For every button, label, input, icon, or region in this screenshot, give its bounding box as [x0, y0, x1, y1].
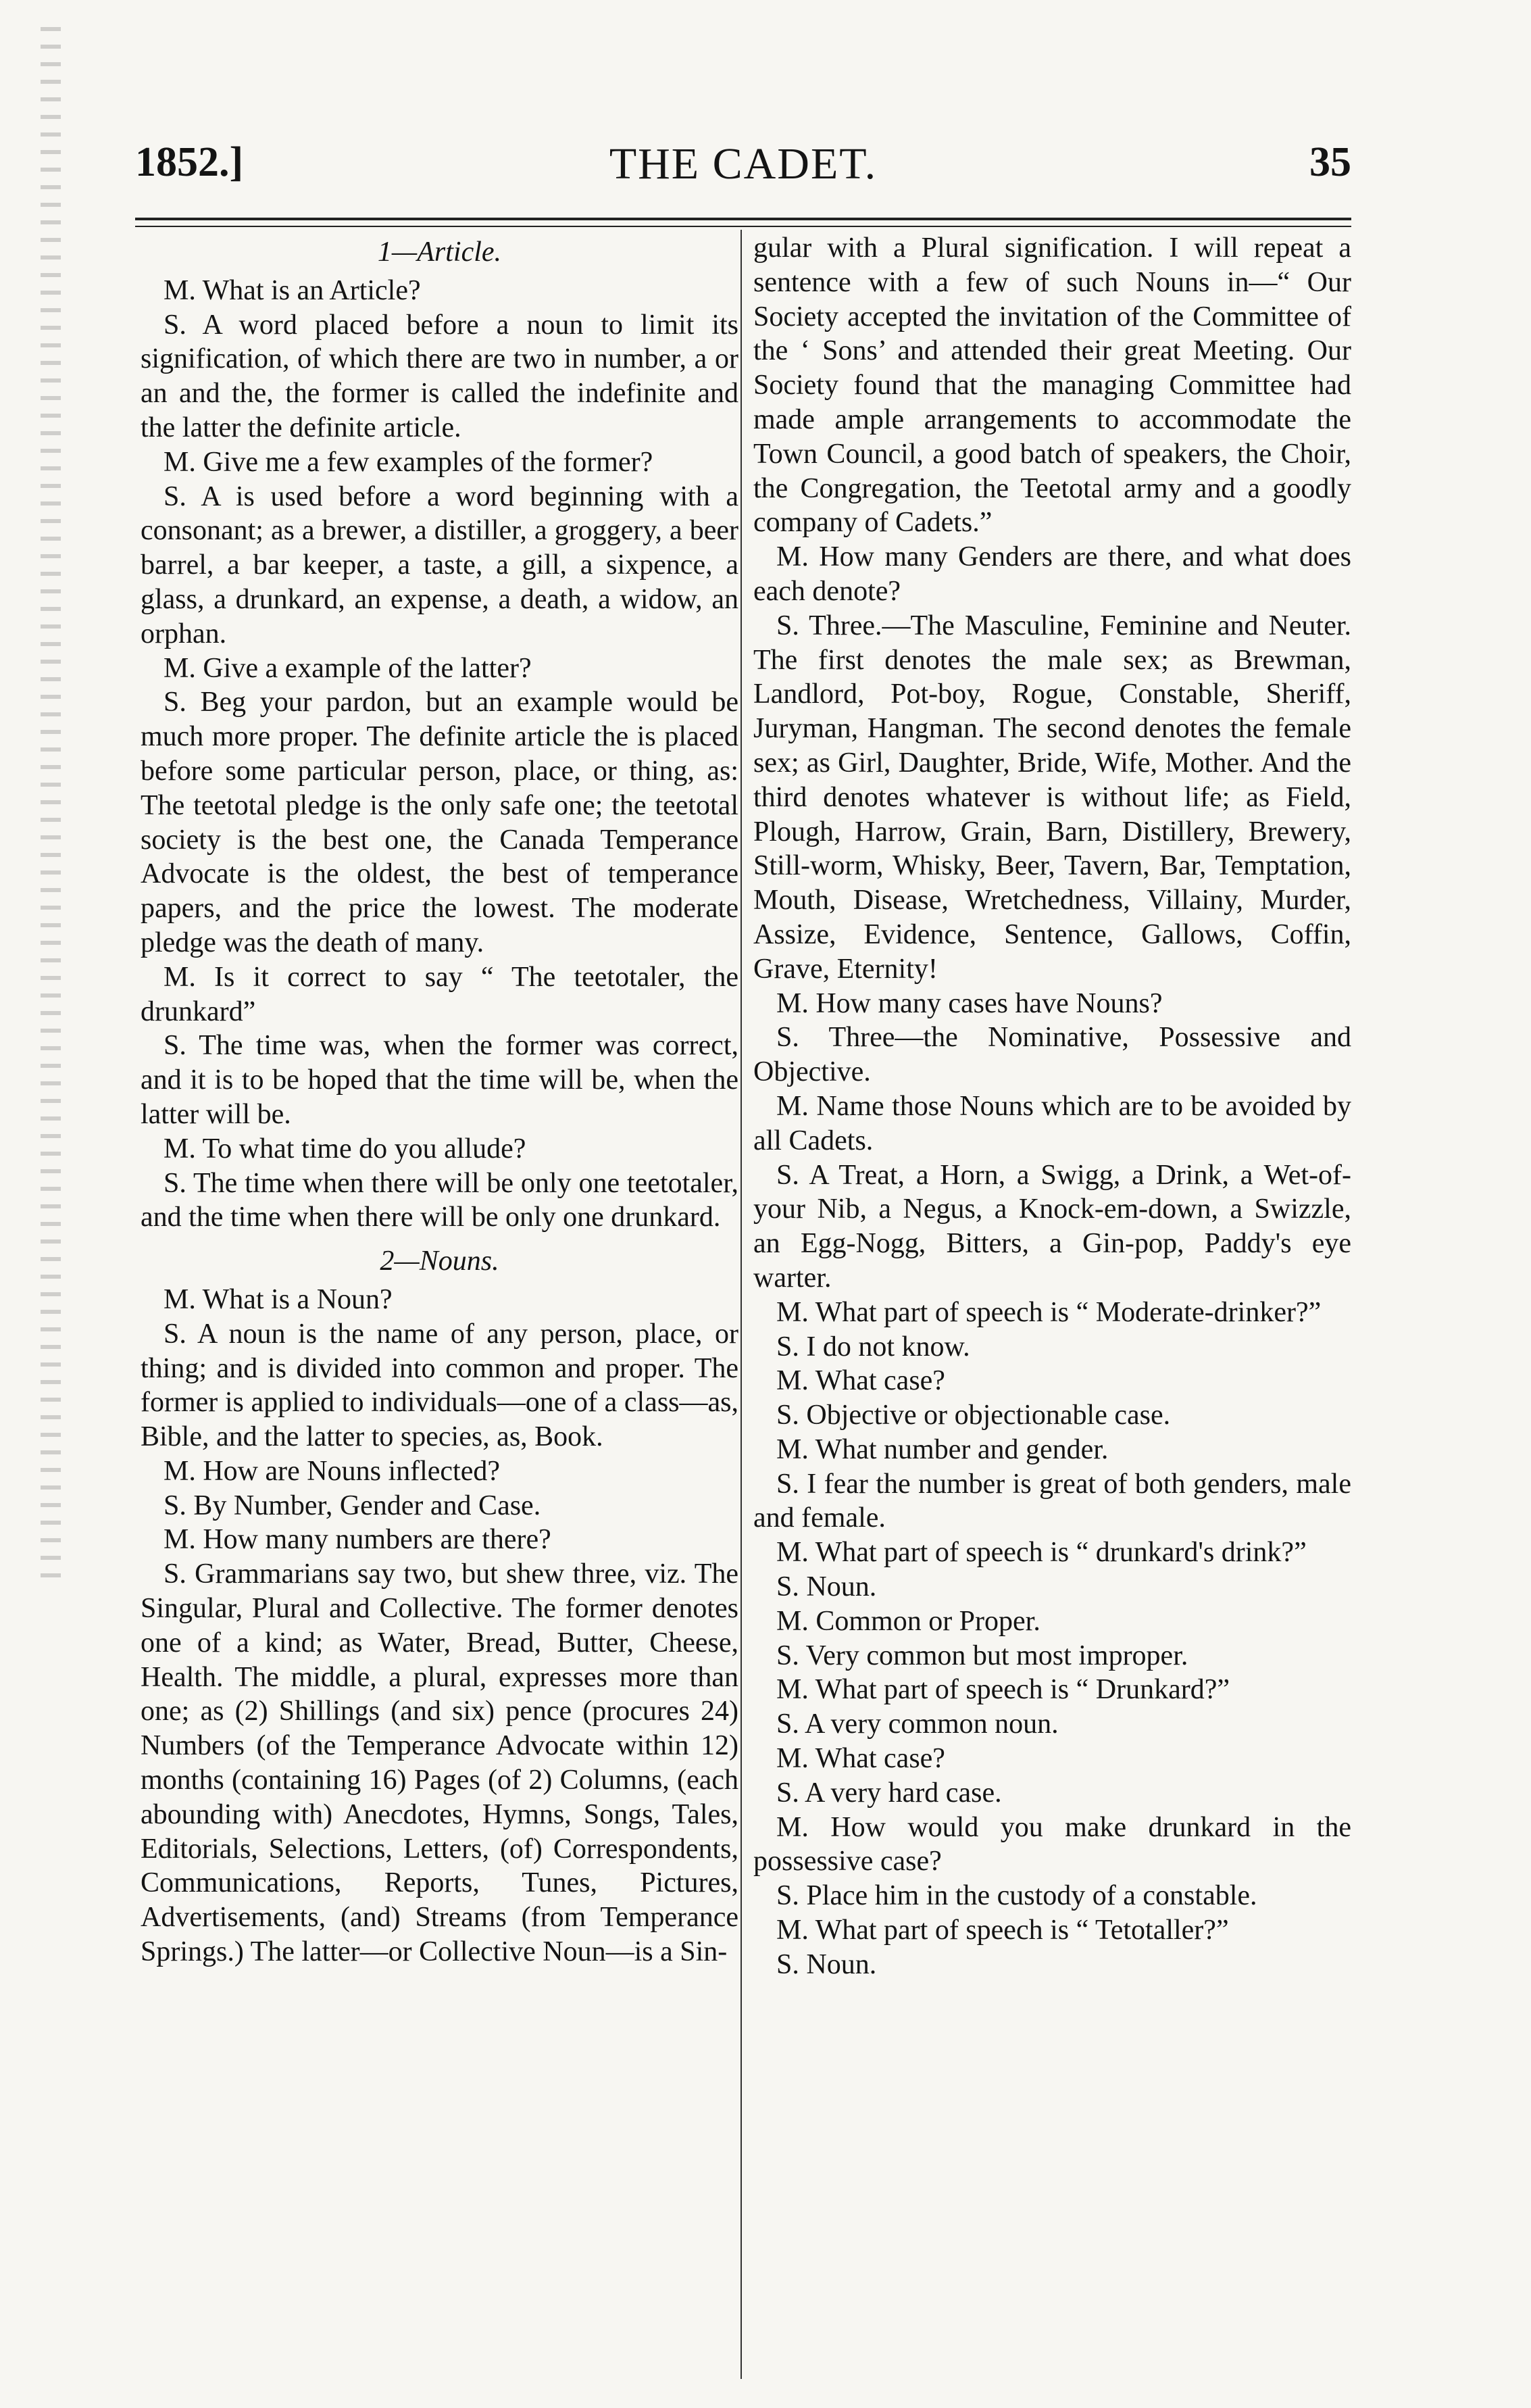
section-heading-article: 1—Article.	[377, 237, 502, 268]
paragraph: M. Name those Nouns which are to be avoided by all Cadets.	[753, 1090, 1351, 1156]
page-number: 35	[1309, 139, 1351, 185]
paragraph: S. I do not know.	[776, 1331, 970, 1362]
paragraph: S. By Number, Gender and Case.	[164, 1490, 541, 1521]
paragraph: M. Give a example of the latter?	[164, 652, 532, 684]
paragraph: S. The time was, when the former was correct, and it is to be hoped that the time will be, when the latter will be.	[141, 1030, 738, 1130]
paragraph: M. What part of speech is “ drunkard's drink?”	[776, 1537, 1307, 1569]
paragraph: M. What is a Noun?	[164, 1283, 393, 1315]
paragraph: S. A very hard case.	[776, 1777, 1002, 1809]
paragraph: M. What case?	[776, 1743, 945, 1775]
paragraph: S. A word placed before a noun to limit its signification, of which there are two in number, a or an and the, the former is called the indefinite and the latter the definite article.	[141, 309, 738, 443]
paragraph: S. A very common noun.	[776, 1709, 1059, 1740]
paragraph: S. Very common but most improper.	[776, 1640, 1188, 1671]
paragraph: S. Beg your pardon, but an example would be much more proper. The definite article the is placed before some particular person, place, or thing, as: The teetotal pledge is the only safe one; the teetotal society is the best one, the Canada Temperance Advocate is the oldest, the best of temperance papers, and the price the lowest. The moderate pledge was the death of many.	[141, 687, 738, 958]
left-column	[141, 231, 738, 1969]
right-column	[753, 231, 1351, 1982]
paragraph: S. A is used before a word beginning with a consonant; as a brewer, a distiller, a groggery, a beer barrel, a bar keeper, a taste, a gill, a sixpence, a glass, a drunkard, an expense, a death, a widow, an orphan.	[141, 481, 738, 649]
paragraph: S. The time when there will be only one teetotaler, and the time when there will be only one drunkard.	[141, 1167, 738, 1233]
paragraph: S. I fear the number is great of both genders, male and female.	[753, 1468, 1351, 1534]
paragraph: gular with a Plural signification. I will repeat a sentence with a few of such Nouns in—“ Our Society accepted the invitation of the Committee of the ‘ Sons’ and attended their great Meeting. Our Society found that the managing Committee had made ample arrangements to accommodate the Town Council, a good batch of speakers, the Choir, the Congregation, the Teetotal army and a goodly company of Cadets.”	[753, 232, 1351, 539]
paragraph: M. What case?	[776, 1365, 945, 1397]
paragraph: S. Three.—The Masculine, Feminine and Neuter. The first denotes the male sex; as Brewman, Landlord, Pot-boy, Rogue, Constable, Sheriff, Juryman, Hangman. The second denotes the female sex; as Girl, Daughter, Bride, Wife, Mother. And the third denotes whatever is without life; as Field, Plough, Harrow, Grain, Barn, Distillery, Brewery, Still-worm, Whisky, Beer, Tavern, Bar, Temptation, Mouth, Disease, Wretchedness, Villainy, Murder, Assize, Evidence, Sentence, Gallows, Coffin, Grave, Eternity!	[753, 610, 1351, 985]
paragraph: M. Give me a few examples of the former?	[164, 446, 653, 478]
scan-binding-edge	[41, 27, 61, 1581]
paragraph: M. To what time do you allude?	[164, 1133, 526, 1164]
column-divider	[741, 230, 742, 2379]
paragraph: S. Objective or objectionable case.	[776, 1400, 1171, 1431]
header-year: 1852.]	[135, 139, 244, 185]
paragraph: M. How would you make drunkard in the possessive case?	[753, 1811, 1351, 1877]
page-title: THE CADET.	[609, 139, 878, 189]
paragraph: M. How many numbers are there?	[164, 1524, 551, 1556]
paragraph: M. What part of speech is “ Moderate-drinker?”	[776, 1296, 1322, 1328]
paragraph: M. What part of speech is “ Drunkard?”	[776, 1674, 1230, 1706]
section-heading-nouns: 2—Nouns.	[380, 1246, 499, 1277]
paragraph: S. A noun is the name of any person, place, or thing; and is divided into common and proper. The former is applied to individuals—one of a class—as, Bible, and the latter to species, as, Book.	[141, 1318, 738, 1453]
paragraph: M. Is it correct to say “ The teetotaler, the drunkard”	[141, 961, 738, 1027]
paragraph: M. Common or Proper.	[776, 1605, 1040, 1637]
paragraph: S. A Treat, a Horn, a Swigg, a Drink, a Wet-of-your Nib, a Negus, a Knock-em-down, a Swizzle, an Egg-Nogg, Bitters, a Gin-pop, Paddy's eye warter.	[753, 1159, 1351, 1294]
paragraph: S. Place him in the custody of a constable.	[776, 1880, 1257, 1912]
paragraph: M. How are Nouns inflected?	[164, 1455, 501, 1487]
paragraph: M. What is an Article?	[164, 274, 421, 306]
paragraph: S. Noun.	[776, 1948, 877, 1980]
paragraph: M. How many cases have Nouns?	[776, 987, 1163, 1019]
paragraph: M. How many Genders are there, and what does each denote?	[753, 541, 1351, 607]
paragraph: S. Noun.	[776, 1571, 877, 1603]
paragraph: M. What part of speech is “ Tetotaller?”	[776, 1915, 1229, 1946]
paragraph: S. Grammarians say two, but shew three, viz. The Singular, Plural and Collective. The former denotes one of a kind; as Water, Bread, Butter, Cheese, Health. The middle, a plural, expresses more than one; as (2) Shillings (and six) pence (procures 24) Numbers (of the Temperance Advocate within 12) months (containing 16) Pages (of 2) Columns, (each abounding with) Anecdotes, Hymns, Songs, Tales, Editorials, Selections, Letters, (of) Correspondents, Communications, Reports, Tunes, Pictures, Advertisements, (and) Streams (from Temperance Springs.) The latter—or Collective Noun—is a Sin-	[141, 1558, 738, 1968]
page-header	[135, 139, 1351, 199]
header-double-rule	[135, 218, 1351, 227]
paragraph: M. What number and gender.	[776, 1433, 1109, 1465]
paragraph: S. Three—the Nominative, Possessive and Objective.	[753, 1022, 1351, 1088]
